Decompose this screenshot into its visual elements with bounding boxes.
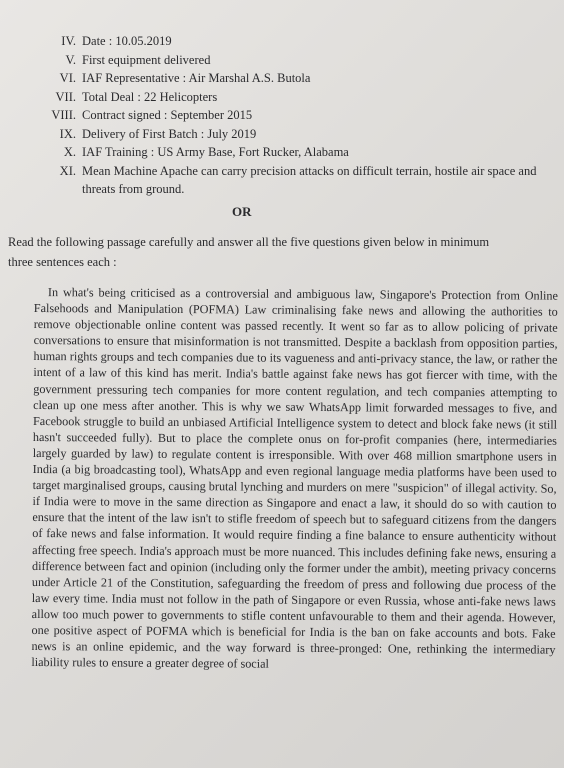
list-text: Delivery of First Batch : July 2019 — [82, 126, 257, 141]
list-item — [40, 88, 540, 107]
list-numeral: IV. — [61, 34, 76, 48]
list-item — [40, 143, 540, 162]
list-item — [40, 51, 540, 70]
list-item — [40, 69, 540, 88]
passage-paragraph: In what's being criticised as a controversial and ambiguous law, Singapore's Protection from Online Falsehoods and Manipulation (POFMA) Law criminalising fake news and allowing the authorities to remove objectionable online content was passed recently. It went so far as to allow policing of private conversations to ensure that misinformation is not transmitted. Despite a backlash from opposition parties, human rights groups and tech companies due to its vagueness and anti-privacy stance, the law, or rather the intent of a law of this kind has merit. India's battle against fake news has got fiercer with time, with the government pressuring tech companies for more content regulation, and tech companies attempting to clean up one mess after another. This is why we saw WhatsApp limit forwarded messages to five, and Facebook struggle to build an unbiased Artificial Intelligence system to detect and block fake news (it still hasn't succeeded fully). But to place the complete onus on for-profit companies (here, intermediaries largely guarded by law) to regulate content is irresponsible. With over 468 million smartphone users in India (a big broadcasting tool), WhatsApp and even regional language media platforms have been used to target marginalised groups, causing brutal lynching and murders on mere "suspicion" of illegal activity. So, if India were to move in the same direction as Singapore and enact a law, it should do so with caution to ensure that the intent of the law isn't to stifle freedom of speech but to safeguard citizens from the dangers of fake news and false information. It would require finding a fine balance to ensure authenticity without affecting free speech. India's approach must be more nuanced. This includes defining fake news, ensuring a difference between fact and opinion (including only the former under the ambit), meeting privacy concerns under Article 21 of the Constitution, safeguarding the freedom of press and following due process of the law every time. India must not follow in the path of Singapore or even Russia, whose anti-fake news laws allow too much power to governments to stifle content unfavourable to them and their agenda. However, one positive aspect of POFMA which is beneficial for India is the ban on fake accounts and bots. Fake news is an online epidemic, and the way forward is three-pronged: One, rethinking the intermediary liability rules to ensure a greater degree of social — [31, 285, 558, 671]
list-text: Contract signed : September 2015 — [82, 108, 253, 122]
list-item — [40, 32, 540, 51]
list-numeral: V. — [65, 52, 76, 67]
list-text: IAF Training : US Army Base, Fort Rucker, Alabama — [82, 145, 349, 159]
list-text: First equipment delivered — [82, 52, 211, 67]
list-numeral: VIII. — [51, 108, 76, 122]
list-numeral: IX. — [59, 126, 76, 141]
list-text: IAF Representative : Air Marshal A.S. Butola — [82, 71, 311, 85]
list-item — [40, 125, 540, 144]
reading-passage — [31, 284, 558, 674]
list-numeral: XI. — [59, 163, 76, 178]
list-text: Total Deal : 22 Helicopters — [82, 89, 218, 104]
list-text: Date : 10.05.2019 — [82, 34, 172, 48]
list-numeral: VII. — [55, 89, 76, 104]
list-numeral: VI. — [59, 71, 76, 85]
list-text: Mean Machine Apache can carry precision attacks on difficult terrain, hostile air space and threats from ground. — [82, 163, 537, 196]
list-item — [40, 162, 540, 199]
list-numeral: X. — [63, 145, 76, 159]
list-item — [40, 106, 540, 125]
question-instruction: Read the following passage carefully and answer all the five questions given below in minimum three sentences each : — [8, 235, 490, 269]
or-separator: OR — [232, 204, 252, 219]
fact-list — [40, 32, 540, 199]
